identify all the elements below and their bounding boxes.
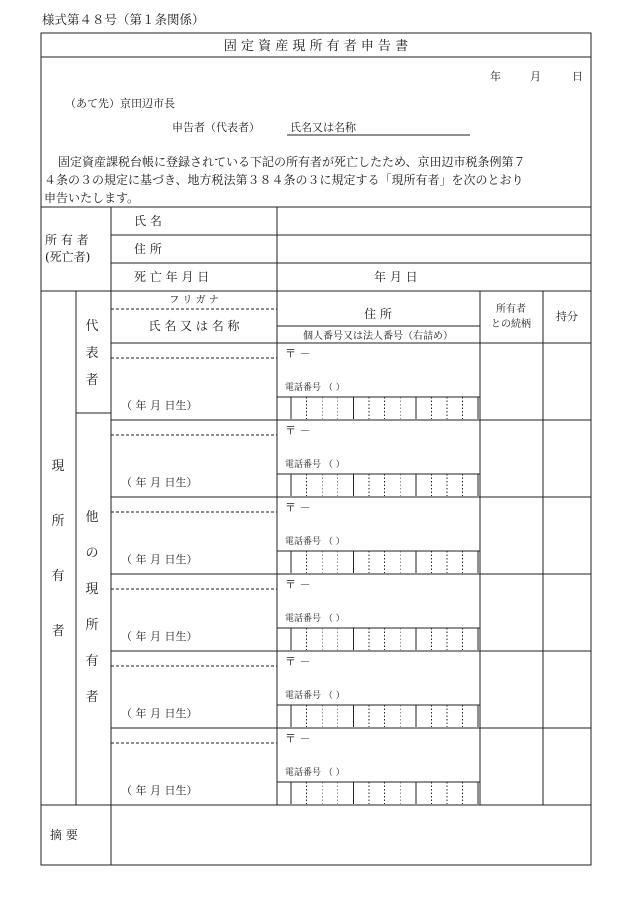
others-label-char: の [85,546,99,561]
birth-date-field: （ 年 月 日生） [121,630,198,643]
current-owner-label-char: 現 [51,459,65,474]
deceased-name-label: 氏 名 [134,214,162,228]
representative-label-char: 表 [85,346,99,361]
postal-code-field: 〒 － [285,347,311,360]
date-day-label: 日 [572,70,583,83]
date-year-label: 年 [490,70,501,83]
date-month-label: 月 [530,70,541,83]
birth-date-field: （ 年 月 日生） [121,399,198,412]
form-number: 様式第４８号（第１条関係） [42,12,205,27]
others-label-char: 者 [85,690,99,705]
id-number-header: 個人番号又は法人番号（右詰め） [303,331,453,342]
postal-code-field: 〒 － [285,655,311,668]
postal-code-field: 〒 － [285,424,311,437]
form-title: 固 定 資 産 現 所 有 者 申 告 書 [223,39,409,54]
others-label-char: 所 [85,618,99,633]
birth-date-field: （ 年 月 日生） [121,784,198,797]
declarant-label: 申告者（代表者） [172,121,260,134]
intro-line-3: 申告いたします。 [44,191,140,205]
intro-line-2: ４条の３の規定に基づき、地方税法第３８４条の３に規定する「現所有者」を次のとおり [44,173,524,187]
phone-field: 電話番号 （ ） [285,460,345,470]
birth-date-field: （ 年 月 日生） [121,553,198,566]
current-owner-label-char: 所 [51,514,65,529]
owner-rows [111,347,591,804]
representative-label-char: 代 [85,319,99,334]
relation-header-line1: 所有者 [496,304,526,315]
phone-field: 電話番号 （ ） [285,691,345,701]
phone-field: 電話番号 （ ） [285,614,345,624]
declarant-name-label: 氏名又は名称 [290,121,356,134]
others-label-char: 現 [85,582,99,597]
others-label-char: 他 [85,510,99,525]
address-header: 住 所 [364,307,392,321]
representative-label-char: 者 [85,373,99,388]
deceased-label-line2: (死亡者) [45,250,91,264]
share-header: 持分 [556,310,578,323]
birth-date-field: （ 年 月 日生） [121,476,198,489]
death-date-value: 年 月 日 [374,270,418,284]
current-owner-label-char: 有 [51,569,65,584]
deceased-label-line1: 所 有 者 [45,233,89,247]
deceased-address-label: 住 所 [134,242,162,256]
remarks-label: 摘 要 [50,828,78,842]
others-label-char: 有 [85,654,99,669]
phone-field: 電話番号 （ ） [285,768,345,778]
death-date-label: 死 亡 年 月 日 [134,270,210,284]
current-owner-label-char: 者 [51,624,65,639]
postal-code-field: 〒 － [285,501,311,514]
addressee: （あて先）京田辺市長 [65,97,175,110]
postal-code-field: 〒 － [285,578,311,591]
name-header: 氏 名 又 は 名 称 [148,319,240,333]
relation-header-line2: との続柄 [491,319,531,330]
postal-code-field: 〒 － [285,732,311,745]
furigana-header: フ リ ガ ナ [169,295,219,306]
phone-field: 電話番号 （ ） [285,537,345,547]
phone-field: 電話番号 （ ） [285,383,345,393]
intro-line-1: 固定資産課税台帳に登録されている下記の所有者が死亡したため、京田辺市税条例第７ [58,155,526,169]
birth-date-field: （ 年 月 日生） [121,707,198,720]
